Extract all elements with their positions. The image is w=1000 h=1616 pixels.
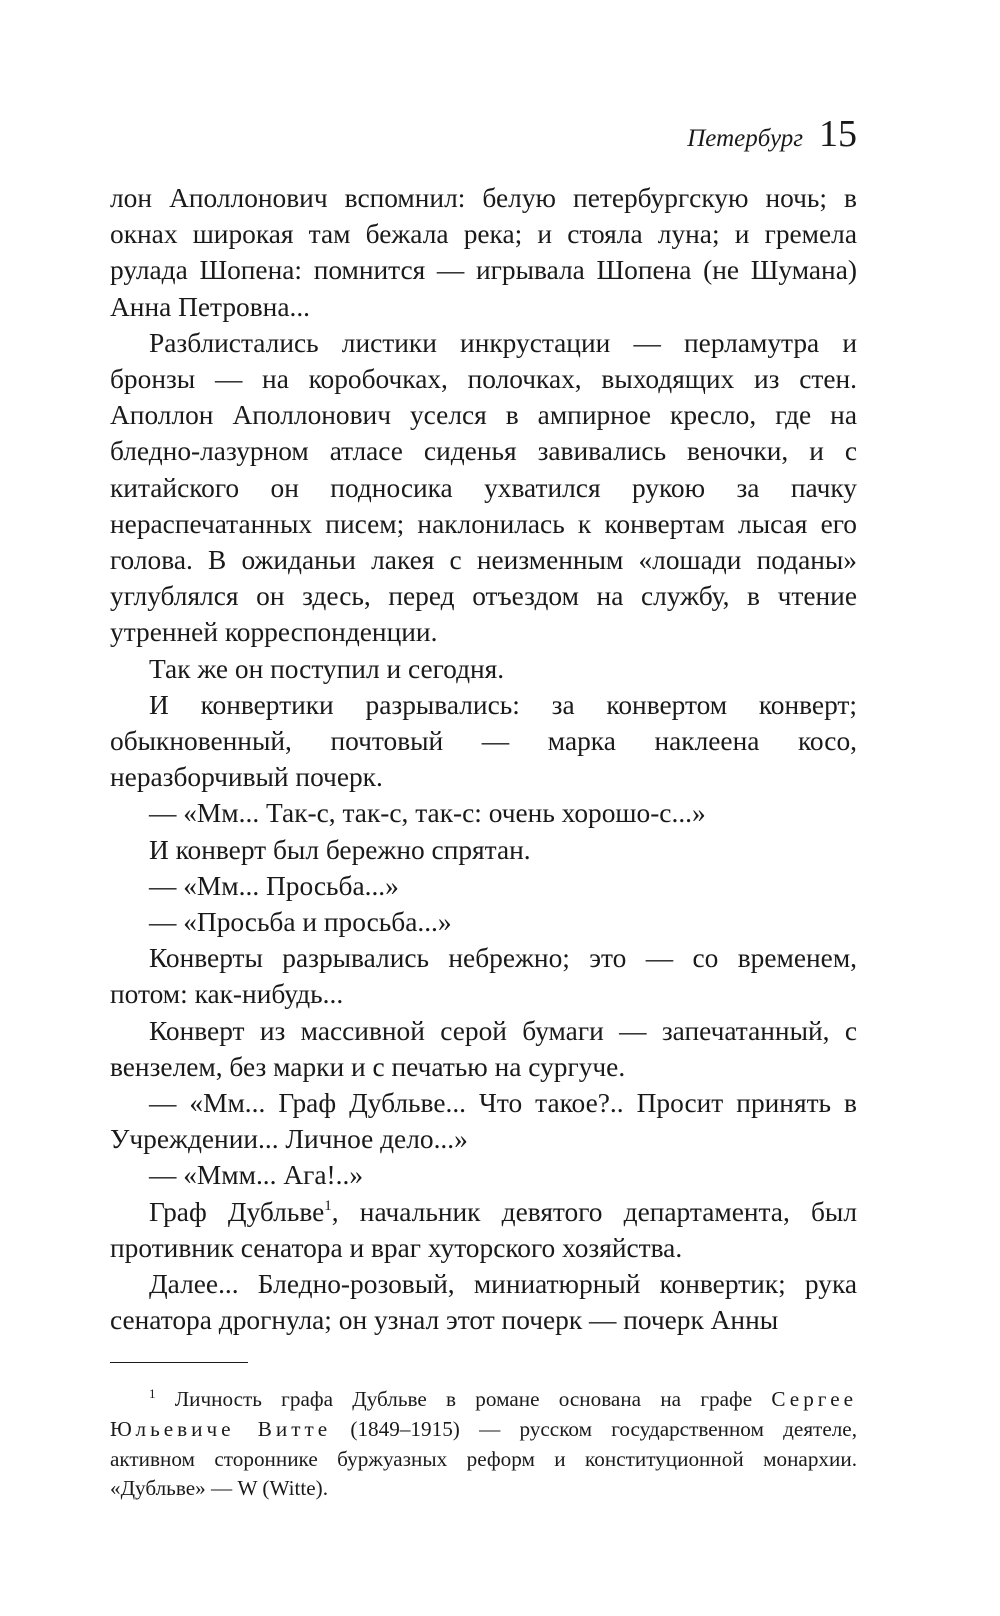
paragraph: Разблистались листики инкрустации — перламутра и бронзы — на коробочках, полочках, выходящих из стен. Аполлон Аполлонович уселся в ампирное кресло, где на бледно-лазурном атласе сиденья завивались веночки, и с китайского он подносика ухватился рукою за пачку нераспечатанных писем; наклонилась к конвертам лысая его голова. В ожиданьи лакея с неизменным «лошади поданы» углублялся он здесь, перед отъездом на службу, в чтение утренней корреспонденции.	[110, 327, 857, 648]
dialogue-line: — «Мм... Так-с, так-с, так-с: очень хорошо-с...»	[149, 798, 706, 829]
running-title: Петербург	[687, 125, 803, 152]
dialogue-line: — «Мм... Просьба...»	[149, 870, 399, 901]
paragraph: Конверты разрывались небрежно; это — со временем, потом: как-нибудь...	[110, 943, 857, 1010]
paragraph-continuation: лон Аполлонович вспомнил: белую петербургскую ночь; в окнах широкая там бежала река; и стояла луна; и гремела рулада Шопена: помнится — игрывала Шопена (не Шумана) Анна Петровна...	[110, 183, 857, 322]
paragraph-with-footnote	[110, 1194, 857, 1266]
paragraph: Конверт из массивной серой бумаги — запечатанный, с вензелем, без марки и с печатью на сургуче.	[110, 1015, 857, 1082]
footnote-reference[interactable]: 1	[324, 1197, 332, 1214]
dialogue-line: — «Ммм... Ага!..»	[149, 1160, 364, 1191]
footnote-text: (1849–1915) — русском государственном деятеле, активном стороннике буржуазных реформ и конституционной монархии. «Дубльве» — W (Witte).	[110, 1416, 857, 1501]
paragraph: Так же он поступил и сегодня.	[149, 653, 505, 684]
footnote-text: Личность графа Дубльве в романе основана на графе	[174, 1387, 772, 1411]
dialogue-line: — «Мм... Граф Дубльве... Что такое?.. Просит принять в Учреждении... Личное дело...»	[110, 1088, 857, 1155]
paragraph-text: , начальник девятого департамента, был противник сенатора и враг хуторского хозяйства.	[110, 1196, 858, 1263]
footnote-person-name: Сергее Юльевиче Витте	[110, 1387, 858, 1441]
dialogue-line: — «Просьба и просьба...»	[149, 907, 452, 938]
footnote	[110, 1385, 857, 1504]
body-text	[110, 180, 857, 1339]
footnote-divider	[110, 1362, 248, 1363]
page-number: 15	[819, 113, 857, 155]
paragraph: Далее... Бледно-розовый, миниатюрный конвертик; рука сенатора дрогнула; он узнал этот почерк — почерк Анны	[110, 1269, 857, 1336]
paragraph: И конвертики разрывались: за конвертом конверт; обыкновенный, почтовый — марка наклеена косо, неразборчивый почерк.	[110, 689, 857, 793]
running-head	[687, 112, 857, 156]
paragraph-text: Граф Дубльве	[149, 1196, 325, 1227]
footnote-marker: 1	[149, 1386, 156, 1401]
paragraph: И конверт был бережно спрятан.	[149, 834, 531, 865]
